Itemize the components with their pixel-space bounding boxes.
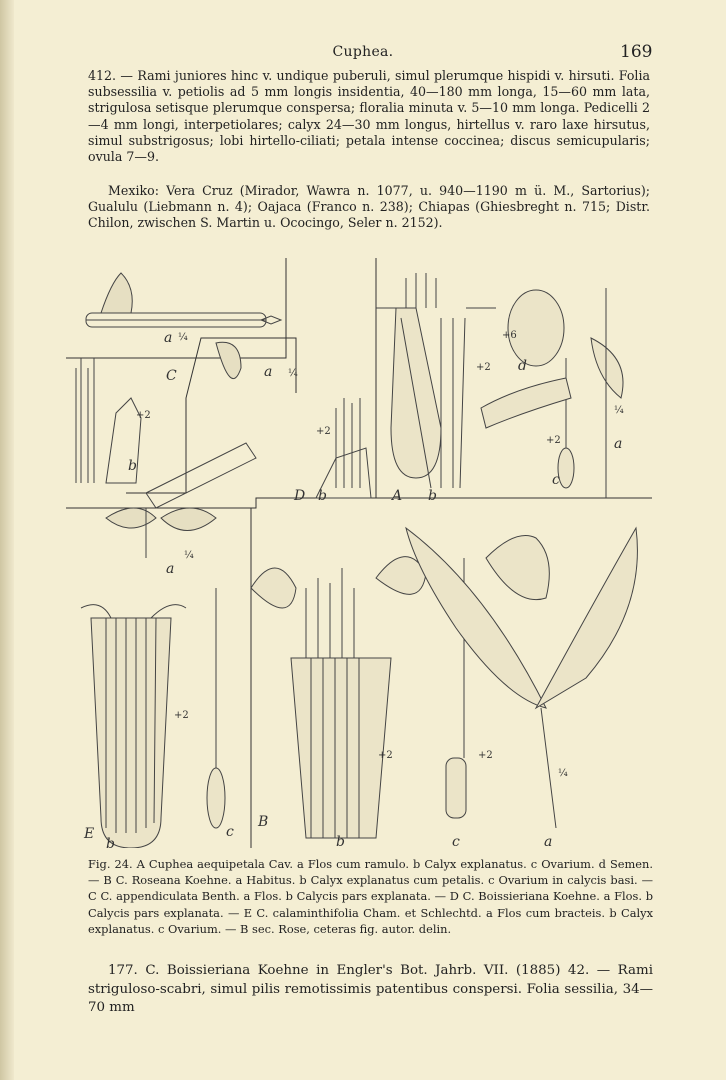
label-d-a: a <box>166 561 175 577</box>
label-b-scale: ¼ <box>558 768 568 779</box>
species-entry-177 <box>88 962 653 1018</box>
page-number: 169 <box>620 42 653 62</box>
label-c-a2: a <box>264 364 273 380</box>
label-d-scale: ¼ <box>184 550 194 561</box>
label-c-b-mag: +2 <box>136 410 151 421</box>
description-text: 412. — Rami juniores hinc v. undique puberuli, simul plerumque hispidi v. hirsuti. Folia subsessilia v. petiolis ad 5 mm longis insidentia, 40—180 mm longa, 15—60 mm lata, strigulosa setisque plerumque conspersa; floralia minuta v. 5—10 mm longa. Pedicelli 2—4 mm longi, interpetiolares; calyx 24—30 mm longus, hirtellus v. raro laxe hirsutus, simul substrigosus; lobi hirtello-ciliati; petala intense coccinea; discus semicupularis; ovula 7—9. <box>88 68 650 165</box>
divider-e <box>66 498 376 508</box>
label-b-b: b <box>336 834 345 848</box>
divider-c <box>66 258 286 358</box>
label-c-b: b <box>128 458 137 474</box>
label-b: B <box>258 814 269 830</box>
book-binding-shadow <box>0 0 14 1080</box>
figure-caption <box>88 856 653 937</box>
label-c: C <box>166 368 177 384</box>
caption-fig-label: Fig. 24. <box>88 857 133 871</box>
running-header-title: Cuphea. <box>332 44 394 60</box>
label-a-b: b <box>428 488 437 504</box>
species-entry-text: 177. C. Boissieriana Koehne in Engler's Bot. Jahrb. VII. (1885) 42. — Rami striguloso-scabri, simul pilis remotissimis patentibus conspersi. Folia sessilia, 34—70 mm <box>88 963 653 1015</box>
panel-e-calyx <box>81 605 186 848</box>
label-e-b: b <box>106 836 115 848</box>
caption-text: A Cuphea aequipetala Cav. a Flos cum ramulo. b Calyx explanatus. c Ovarium. d Semen. — B C. Roseana Koehne. a Habitus. b Calyx explanatus cum petalis. c Ovarium in calycis basi. — C C. appendiculata Benth. a Flos. b Calycis pars explanata. — D C. Boissieriana Koehne. a Flos. b Calycis pars explanata. — E C. calaminthifolia Cham. et Schlechtd. a Flos cum bracteis. b Calyx explanatus. c Ovarium. — B sec. Rose, ceteras fig. autor. delin. <box>88 857 653 936</box>
panel-e-ovary <box>207 588 225 828</box>
panel-c-flower <box>86 273 281 327</box>
panel-d-flower <box>106 342 256 558</box>
label-a-scale: ¼ <box>614 405 624 416</box>
label-c-a: a <box>164 330 173 346</box>
label-a-d-mag: +6 <box>502 330 517 341</box>
description-paragraph <box>88 68 650 165</box>
label-b-b-mag: +2 <box>378 750 393 761</box>
plate-illustration <box>66 258 652 848</box>
label-d-b: b <box>318 488 327 504</box>
label-d-b-mag: +2 <box>316 426 331 437</box>
locality-paragraph <box>88 183 650 232</box>
panel-d-stamens <box>316 398 371 498</box>
label-b-c-mag: +2 <box>478 750 493 761</box>
label-e-b-mag: +2 <box>174 710 189 721</box>
label-b-c: c <box>452 834 460 848</box>
label-e: E <box>84 826 95 842</box>
botanical-plate-figure <box>66 258 652 848</box>
divider-d <box>126 338 296 493</box>
panel-b-habitus <box>406 528 637 828</box>
label-a-b-mag: +2 <box>476 362 491 373</box>
panel-b-calyx <box>251 557 426 838</box>
label-e-c: c <box>226 824 234 840</box>
label-d: D <box>294 488 306 504</box>
panel-a-seed <box>508 290 564 366</box>
label-c-scale: ¼ <box>178 332 188 343</box>
label-c-scale2: ¼ <box>288 368 298 379</box>
locality-text: Mexiko: Vera Cruz (Mirador, Wawra n. 1077, u. 940—1190 m ü. M., Sartorius); Gualulu (Liebmann n. 4); Oajaca (Franco n. 238); Chiapas (Ghiesbreght n. 715; Distr. Chilon, zwischen S. Martin u. Ococingo, Seler n. 2152). <box>88 183 650 231</box>
label-a-c: c <box>552 472 560 488</box>
label-a-d: d <box>518 358 527 374</box>
panel-a-calyx <box>376 273 496 488</box>
label-b-a: a <box>544 834 553 848</box>
label-a-c-mag: +2 <box>546 435 561 446</box>
label-a-a: a <box>614 436 623 452</box>
label-a: A <box>392 488 403 504</box>
